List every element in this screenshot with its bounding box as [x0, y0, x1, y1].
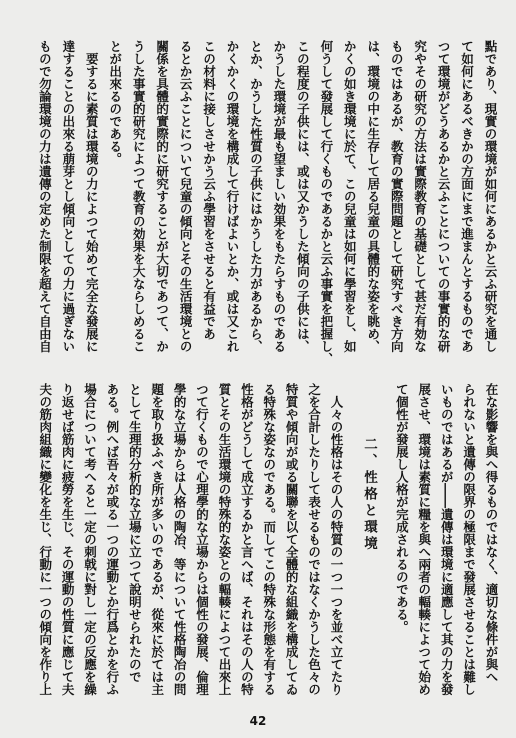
text-column: 關係を具體的實際的に研究することが大切であつて、か — [154, 40, 170, 353]
text-column: この材料に接しさせかう云ふ學習をさせると有益であ — [201, 40, 217, 340]
text-column: 場合について考へると一定の刺戟に對し一定の反應を繰 — [82, 383, 98, 696]
text-column: うした事實的研究によつて教育の効果を大ならしめるこ — [131, 40, 147, 353]
text-column: 學的な立場からは人格の陶冶、等について性格陶冶の問 — [172, 383, 188, 696]
text-column: られないと遺傳の限界の極限まで發展させることは難し — [461, 383, 477, 696]
text-column: 究やその研究の方法は實際教育の基礎として甚だ有効な — [412, 40, 428, 353]
text-column: 在な影響を與へ得るものではなく、適切な條件が與へ — [484, 383, 499, 683]
text-column: 題を取り扱ふべき所が多いのであるが、從來に於ては主 — [149, 383, 165, 696]
text-column: 性格がどうして成立するかと言へば、それはその人の特 — [239, 383, 255, 696]
text-column: この程度の子供には、或は又かうした傾向の子供には、 — [295, 40, 311, 353]
text-column: は、環境の中に生存して居る兒童の具體的な姿を眺め、 — [365, 40, 381, 353]
text-column: かうした環境が最も望ましい効果をもたらすものである — [271, 40, 287, 353]
text-column: つて行くもので心理學的な立場からは個性の發展、倫理 — [194, 383, 210, 696]
text-column: るとか云ふことについて兒童の傾向とその生活環境との — [178, 40, 194, 353]
text-column: いものではあるが――遺傳は環境に適應して其の力を發 — [439, 383, 455, 696]
text-column: て個性が發展し人格が完成されるのである。 — [394, 383, 410, 633]
text-column: 何うして發展して行くものであるかと云ふ事實を把握し、 — [318, 40, 334, 365]
text-column: て如何にあるべきかの方面にまで進まんとするものであ — [459, 40, 475, 353]
text-column: 展させ、環境は素質に糧を與へ兩者の輻輳によつて始め — [416, 383, 432, 696]
text-column: かくかくの環境を構成して行けばよいとか、或は又これ — [225, 40, 241, 353]
upper-text-block — [33, 40, 502, 370]
text-column: 夫の筋肉組織に變化を生じ、行動に一つの傾向を作り上 — [37, 383, 53, 696]
text-column: 之を合計したりして表せるものではなくかうした色々の — [306, 383, 322, 696]
text-column: もので勿論環境の力は遺傳の定めた制限を超えて自由自 — [37, 40, 53, 353]
text-column: ある。例へば吾々が或る一つの運動とか行爲とかを行ふ — [104, 383, 120, 696]
text-column: ものではあるが、教育の實際問題として研究すべき方向 — [389, 40, 405, 353]
lower-text-block — [33, 383, 502, 713]
text-column: り返せば筋肉に疲勞を生じ、その運動の性質に應じて夫 — [60, 383, 76, 696]
text-column: る特殊な姿なのである。而してこの特殊な形態を有する — [261, 383, 277, 696]
text-column: 質とその生活環境の特殊的な姿との輻輳によつて出來上 — [216, 383, 232, 696]
text-column: つて環境がどうあるかと云ふことについての事實的な研 — [436, 40, 452, 353]
text-column: 人々の性格はその人の特質の一つ一つを並べ立てたり — [328, 383, 344, 696]
text-column: 點であり、現實の環境が如何にあるかと云ふ研究を通し — [483, 40, 498, 353]
section-heading: 二、性格と環境 — [360, 437, 377, 553]
page-number: 42 — [249, 714, 267, 728]
text-column: かくの如き環境に於て、この兒童は如何に學習をし、如 — [342, 40, 358, 353]
text-column: 特質や傾向が或る關聯を以て全體的な組織を構成してゐ — [284, 383, 300, 696]
text-column: として生理的分析的な立場に立つて說明せられたので — [127, 383, 143, 683]
text-column: とか、かうした性質の子供にはかうした力があるから、 — [248, 40, 264, 353]
text-column: 要するに素質は環境の力によつて始めて完全な發展に — [84, 40, 100, 353]
text-column: とが出來るのである。 — [107, 40, 123, 165]
text-column: 達することの出來る萠芽とし傾向としての力に過ぎない — [60, 40, 76, 353]
